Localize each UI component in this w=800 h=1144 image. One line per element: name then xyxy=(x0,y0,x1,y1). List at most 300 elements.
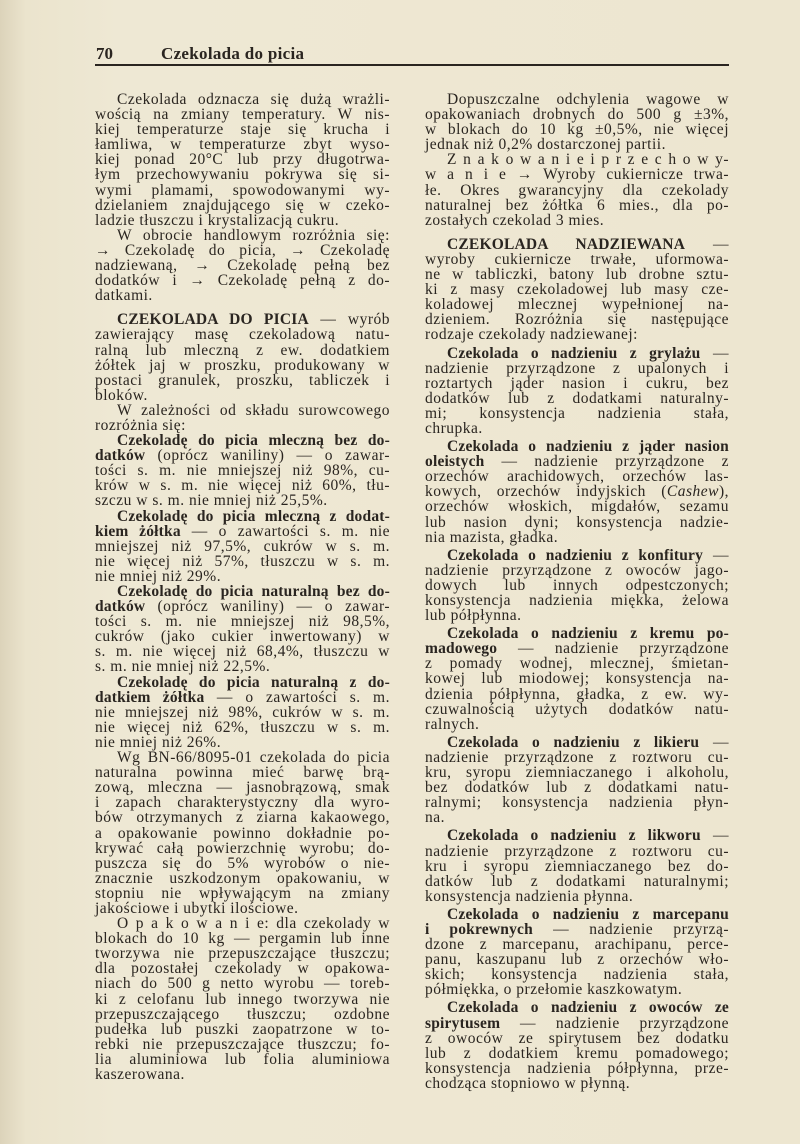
text-run: — nadzienie przyrzą- xyxy=(532,920,729,938)
text-run: — xyxy=(699,733,729,751)
text-line xyxy=(425,765,729,780)
text-run: s. m. nie więcej niż 68,4%, tłuszczu w xyxy=(95,643,390,661)
text-line xyxy=(425,563,729,578)
text-run: datków lub z dodatkami naturalnymi; xyxy=(425,872,729,890)
text-run: Z n a k o w a n i e i p r z e c h o w y- xyxy=(447,151,729,169)
text-run: chrupka. xyxy=(425,419,483,437)
text-line xyxy=(95,584,390,599)
text-run: kru, syropu ziemniaczanego i alkoholu, xyxy=(425,764,729,782)
text-run: Czekolada odznacza się dużą wrażli- xyxy=(117,91,390,108)
text-line xyxy=(95,493,390,508)
text-run: nie więcej niż 62%, tłuszczu w s. m. xyxy=(95,718,390,736)
text-line xyxy=(95,856,390,871)
text-run: w a n i e → Wyroby cukiernicze trwa- xyxy=(425,166,729,184)
text-run: lub półpłynna. xyxy=(425,607,522,625)
text-line xyxy=(425,702,729,717)
text-line xyxy=(425,952,729,967)
text-run: z pomady wodnej, mlecznej, śmietan- xyxy=(425,655,729,673)
text-run: — nadzienie przyrządzone xyxy=(500,1014,729,1032)
text-run: O p a k o w a n i e: dla czekolady w xyxy=(117,915,390,933)
bold-term: kiem żółtka xyxy=(95,522,181,540)
text-run: krów w s. m. nie więcej niż 60%, tłu- xyxy=(95,477,390,495)
text-run: rodzaje czekolady nadziewanej: xyxy=(425,326,638,344)
text-line xyxy=(425,844,729,859)
text-line xyxy=(425,421,729,436)
text-line xyxy=(95,554,390,569)
text-line xyxy=(425,92,729,107)
paragraph xyxy=(95,509,390,584)
text-run: żółtek jaj w proszku, produkowany w xyxy=(95,356,390,374)
text-line xyxy=(425,282,729,297)
text-run: bów otrzymanych z ziarna kakaowego, xyxy=(95,809,390,827)
text-line xyxy=(95,659,390,674)
text-run: konsystencja nadzienia półpłynna, prze- xyxy=(425,1059,729,1077)
text-line xyxy=(95,795,390,810)
text-run: łamliwa, w temperaturze zbyt wyso- xyxy=(95,136,390,154)
header-rule xyxy=(95,64,729,66)
bold-term: Czekoladę do picia naturalną z do- xyxy=(117,673,390,691)
text-run: wymi plamami, spowodowanymi wy- xyxy=(95,181,390,199)
paragraph xyxy=(95,92,390,228)
text-line xyxy=(425,391,729,406)
text-run: — xyxy=(700,344,729,362)
paragraph xyxy=(425,152,729,227)
text-run: krywać całą powierzchnię wyrobu; do- xyxy=(95,839,390,857)
text-run: tości s. m. nie mniejszej niż 98,5%, xyxy=(95,613,390,631)
text-line xyxy=(95,167,390,182)
text-line xyxy=(95,373,390,388)
text-run: lub z dodatkiem kremu pomadowego; xyxy=(425,1044,729,1062)
text-run: naturalnej bez żółtka 6 mies., dla po- xyxy=(425,196,729,214)
text-line xyxy=(95,569,390,584)
text-run: mniejszej niż 97,5%, cukrów w s. m. xyxy=(95,537,390,555)
text-run: kiej ponad 20°C lub przy długotrwa- xyxy=(95,151,390,169)
text-line xyxy=(95,418,390,433)
text-run: puszcza się do 5% wyrobów o nie- xyxy=(95,854,390,872)
text-line xyxy=(425,735,729,750)
text-run: skich; konsystencja nadzienia stała, xyxy=(425,966,729,984)
text-run: postaci granulek, proszku, tabliczek i xyxy=(95,371,390,389)
text-run: czuwalnością użytych dodatków natu- xyxy=(425,700,729,718)
text-line xyxy=(95,273,390,288)
text-line xyxy=(95,1022,390,1037)
text-line xyxy=(425,499,729,514)
text-line xyxy=(425,376,729,391)
text-line xyxy=(95,152,390,167)
text-run: ), xyxy=(718,483,729,501)
text-line xyxy=(95,288,390,303)
text-line xyxy=(95,524,390,539)
text-line xyxy=(95,720,390,735)
text-run: kru i syropu ziemniaczanego bez do- xyxy=(425,857,729,875)
text-line xyxy=(95,946,390,961)
bold-term: Czekolada o nadzieniu z likworu xyxy=(447,827,701,845)
paragraph xyxy=(425,735,729,826)
text-run: roztartych jąder nasion i cukru, bez xyxy=(425,374,729,392)
text-run: — xyxy=(703,546,729,564)
text-line xyxy=(425,213,729,228)
right-column xyxy=(425,92,729,1091)
text-line xyxy=(425,874,729,889)
text-line xyxy=(95,629,390,644)
text-run: → Czekoladę do picia, → Czekoladę xyxy=(95,241,390,259)
text-line xyxy=(425,439,729,454)
text-line xyxy=(95,871,390,886)
text-run: nia mazista, gładka. xyxy=(425,528,559,546)
text-line xyxy=(425,1061,729,1076)
bold-term: Czekolada o nadzieniu z grylażu xyxy=(447,344,701,362)
text-run: ralną lub mleczną z ew. dodatkiem xyxy=(95,341,390,359)
text-run: wyroby cukiernicze trwałe, uformowa- xyxy=(425,250,729,268)
text-line xyxy=(95,433,390,448)
text-run: nadziewaną, → Czekoladę pełną bez xyxy=(95,257,390,275)
text-run: W zależności od składu surowcowego xyxy=(117,401,390,419)
text-run: na. xyxy=(425,809,446,827)
text-run: naturalna powinna mieć barwę brą- xyxy=(95,764,390,782)
text-line xyxy=(425,198,729,213)
paragraph xyxy=(425,439,729,545)
text-line xyxy=(95,358,390,373)
text-line xyxy=(425,297,729,312)
paragraph xyxy=(425,907,729,998)
text-run: zawierający masę czekoladową natu- xyxy=(95,326,390,344)
text-run: W obrocie handlowym rozróżnia się: xyxy=(117,226,390,244)
text-line xyxy=(425,717,729,732)
text-line xyxy=(425,578,729,593)
text-line xyxy=(95,976,390,991)
text-line xyxy=(425,312,729,327)
bold-term: Czekolada o nadzieniu z jąder nasion xyxy=(447,438,729,456)
text-line xyxy=(425,152,729,167)
text-run: dodatków lub z dodatkami naturalny- xyxy=(425,389,729,407)
bold-term: datków xyxy=(95,598,146,616)
text-line xyxy=(425,454,729,469)
text-run: — nadzienie przyrządzone z xyxy=(484,453,729,471)
text-line xyxy=(425,907,729,922)
text-line xyxy=(95,539,390,554)
text-run: lia aluminiowa lub folia aluminiowa xyxy=(95,1050,390,1068)
paragraph xyxy=(95,433,390,508)
text-line xyxy=(95,961,390,976)
text-line xyxy=(425,656,729,671)
bold-term: Czekoladę do picia mleczną z dodat- xyxy=(117,507,390,525)
text-run: znacznie uszkodzonym opakowaniu, w xyxy=(95,869,390,887)
text-line xyxy=(95,213,390,228)
text-run: nie mniejszej niż 98%, cukrów w s. m. xyxy=(95,703,390,721)
text-line xyxy=(425,922,729,937)
text-line xyxy=(95,780,390,795)
text-line xyxy=(95,690,390,705)
text-line xyxy=(95,92,390,107)
text-run: kowych, orzechów indyjskich ( xyxy=(425,483,667,501)
section xyxy=(425,237,729,1091)
text-run: cukrów (jako cukier inwertowany) w xyxy=(95,628,390,646)
text-line xyxy=(95,750,390,765)
text-run: opakowaniach drobnych do 500 g ±3%, xyxy=(425,106,729,124)
paragraph xyxy=(425,1000,729,1091)
text-run: zową, mleczna — jasnobrązową, smak xyxy=(95,779,390,797)
text-line xyxy=(425,267,729,282)
text-line xyxy=(425,828,729,843)
text-run: datkami. xyxy=(95,287,153,305)
text-run: jakościowe i ubytki ilościowe. xyxy=(95,899,299,917)
text-run: — xyxy=(700,827,729,845)
text-run: ralnych. xyxy=(425,715,480,733)
text-run: łe. Okres gwarancyjny dla czekolady xyxy=(425,181,729,199)
text-run: — wyrób xyxy=(308,311,390,329)
text-run: lub nasion dyni; konsystencja nadzie- xyxy=(425,513,729,531)
text-line xyxy=(425,795,729,810)
italic-term: Cashew xyxy=(666,483,719,501)
text-line xyxy=(95,243,390,258)
text-line xyxy=(95,183,390,198)
text-run: zostałych czekolad 3 mies. xyxy=(425,211,605,229)
text-line xyxy=(95,463,390,478)
bold-term: Czekolada o nadzieniu z owoców ze xyxy=(447,999,729,1017)
text-line xyxy=(95,705,390,720)
text-line xyxy=(425,361,729,376)
text-line xyxy=(425,1016,729,1031)
text-line xyxy=(95,644,390,659)
bold-term: i pokrewnych xyxy=(425,920,533,938)
text-run: blokach do 10 kg — pergamin lub inne xyxy=(95,930,390,948)
text-run: dzienia półpłynna, gładka, z ew. wy- xyxy=(425,685,729,703)
text-run: półmiękka, o przełomie kaszkowatym. xyxy=(425,981,683,999)
text-run: w blokach do 10 kg ±0,5%, nie więcej xyxy=(425,121,729,139)
bold-term: Czekoladę do picia mleczną bez do- xyxy=(117,432,390,450)
text-line xyxy=(425,1046,729,1061)
text-line xyxy=(425,484,729,499)
text-line xyxy=(95,901,390,916)
text-run: z owoców ze spirytusem bez dodatku xyxy=(425,1029,729,1047)
text-line xyxy=(425,593,729,608)
paragraph xyxy=(425,92,729,152)
bold-term: Czekolada o nadzieniu z marcepanu xyxy=(447,905,729,923)
section xyxy=(95,92,390,303)
text-run: tworzywa nie przepuszczające tłuszczu; xyxy=(95,945,390,963)
bold-term: Czekolada o nadzieniu z kremu po- xyxy=(447,625,729,643)
paragraph xyxy=(95,228,390,303)
text-run: wością na zmiany temperatury. W nis- xyxy=(95,106,390,124)
text-line xyxy=(425,671,729,686)
text-run: dowych lub innych odpestczonych; xyxy=(425,576,729,594)
text-line xyxy=(425,626,729,641)
text-run: — nadzienie przyrządzone xyxy=(497,640,729,658)
text-line xyxy=(425,1000,729,1015)
text-line xyxy=(95,886,390,901)
bold-term: CZEKOLADA DO PICIA xyxy=(117,311,309,329)
paragraph xyxy=(95,403,390,433)
text-run: panu, kaszupanu lub z orzechów wło- xyxy=(425,951,729,969)
running-title: Czekolada do picia xyxy=(161,44,305,63)
page-number: 70 xyxy=(96,44,113,63)
bold-term: datków xyxy=(95,447,146,465)
text-line xyxy=(95,931,390,946)
text-line xyxy=(95,258,390,273)
text-run: a opakowanie powinno dokładnie po- xyxy=(95,824,390,842)
text-line xyxy=(95,841,390,856)
bold-term: spirytusem xyxy=(425,1014,501,1032)
paragraph xyxy=(95,750,390,916)
text-run: bloków. xyxy=(95,386,148,404)
text-line xyxy=(95,916,390,931)
text-line xyxy=(95,1037,390,1052)
text-run: (oprócz waniliny) — o zawar- xyxy=(145,598,390,616)
text-run: chodząca stopniowo w płynną. xyxy=(425,1074,631,1092)
text-line xyxy=(425,530,729,545)
text-run: — o zawartości s. m. xyxy=(204,688,390,706)
text-run: dzone z marcepanu, arachipanu, perce- xyxy=(425,936,729,954)
text-line xyxy=(95,388,390,403)
text-run: orzechów włoskich, migdałów, sezamu xyxy=(425,498,729,516)
text-line xyxy=(95,107,390,122)
text-line xyxy=(95,1067,390,1082)
text-run: jednak niż 0,2% dostarczonej partii. xyxy=(425,136,666,154)
text-run: i zapach charakterystyczny dla wyro- xyxy=(95,794,390,812)
text-run: bez dodatków lub z dodatkami natu- xyxy=(425,779,729,797)
bold-term: Czekoladę do picia naturalną bez do- xyxy=(117,583,390,600)
text-line xyxy=(425,406,729,421)
text-line xyxy=(95,614,390,629)
text-line xyxy=(95,599,390,614)
text-run: dzielaniem znajdującego się w czeko- xyxy=(95,196,390,214)
bold-term: madowego xyxy=(425,640,498,658)
text-line xyxy=(95,810,390,825)
text-run: kiej temperaturze staje się krucha i xyxy=(95,121,390,139)
paragraph xyxy=(95,675,390,750)
text-line xyxy=(95,198,390,213)
text-run: nadzienie przyrządzone z upalonych i xyxy=(425,359,729,377)
text-line xyxy=(425,937,729,952)
text-line xyxy=(95,448,390,463)
text-run: konsystencja nadzienia płynna. xyxy=(425,887,634,905)
text-line xyxy=(95,403,390,418)
text-line xyxy=(425,780,729,795)
text-run: Dopuszczalne odchylenia wagowe w xyxy=(447,91,729,108)
text-run: pudełka lub puszki zaopatrzone w to- xyxy=(95,1020,390,1038)
text-run: dodatków i → Czekoladę pełną z do- xyxy=(95,272,390,290)
text-run: ne w tabliczki, batony lub drobne sztu- xyxy=(425,266,729,284)
text-run: konsystencja nadzienia miękka, żelowa xyxy=(425,592,729,609)
text-run: niach do 500 g netto wyrobu — toreb- xyxy=(95,975,390,993)
text-run: nadzienie przyrządzone z roztworu cu- xyxy=(425,748,729,766)
text-line xyxy=(95,122,390,137)
text-run: ralnymi; konsystencja nadzienia płyn- xyxy=(425,794,729,812)
paragraph xyxy=(425,237,729,343)
text-line xyxy=(95,137,390,152)
section xyxy=(95,312,390,1082)
text-line xyxy=(425,687,729,702)
text-line xyxy=(425,548,729,563)
text-run: — o zawartości s. m. nie xyxy=(180,522,391,540)
text-line xyxy=(95,509,390,524)
text-run: stopniu nie wpływającym na zmiany xyxy=(95,884,390,902)
text-line xyxy=(95,992,390,1007)
text-run: ladzie tłuszczu i krystalizacją cukru. xyxy=(95,211,340,229)
text-run: nadzienie przyrządzone z owoców jago- xyxy=(425,561,729,579)
text-run: nie mniej niż 26%. xyxy=(95,733,222,751)
text-run: — xyxy=(685,235,730,253)
text-line xyxy=(425,252,729,267)
text-line xyxy=(425,167,729,182)
text-line xyxy=(425,810,729,825)
text-line xyxy=(425,608,729,623)
text-line xyxy=(95,312,390,327)
text-line xyxy=(95,228,390,243)
text-line xyxy=(95,735,390,750)
text-line xyxy=(95,343,390,358)
text-line xyxy=(425,183,729,198)
paragraph xyxy=(95,312,390,403)
text-line xyxy=(95,1007,390,1022)
text-line xyxy=(425,982,729,997)
text-line xyxy=(425,515,729,530)
section xyxy=(425,92,729,228)
text-line xyxy=(425,750,729,765)
text-line xyxy=(95,765,390,780)
text-line xyxy=(95,478,390,493)
text-line xyxy=(425,327,729,342)
text-run: rebki nie przepuszczające tłuszczu; fo- xyxy=(95,1035,390,1053)
text-run: (oprócz waniliny) — o zawar- xyxy=(145,447,390,465)
text-run: łym przechowywaniu pokrywa się si- xyxy=(95,166,390,184)
text-run: szczu w s. m. nie mniej niż 25,5%. xyxy=(95,492,328,510)
text-line xyxy=(95,675,390,690)
paragraph xyxy=(95,584,390,675)
text-run: orzechów arachidowych, orzechów las- xyxy=(425,468,729,486)
text-line xyxy=(425,346,729,361)
text-run: dzieniem. Rozróżnia się następujące xyxy=(425,311,729,329)
text-line xyxy=(425,107,729,122)
text-line xyxy=(425,137,729,152)
text-run: nie więcej niż 57%, tłuszczu w s. m. xyxy=(95,552,390,570)
text-run: ki z masy czekoladowej lub masy cze- xyxy=(425,281,729,299)
text-run: kowej lub miodowej; konsystencja na- xyxy=(425,670,729,688)
bold-term: CZEKOLADA NADZIEWANA xyxy=(447,235,686,253)
paragraph xyxy=(425,548,729,623)
text-line xyxy=(425,122,729,137)
text-run: koladowej mlecznej wypełnionej na- xyxy=(425,296,729,314)
text-line xyxy=(425,1076,729,1091)
text-line xyxy=(95,327,390,342)
text-line xyxy=(425,889,729,904)
text-run: rozróżnia się: xyxy=(95,416,186,434)
text-line xyxy=(425,967,729,982)
paragraph xyxy=(425,346,729,437)
text-run: dla pozostałej czekolady w opakowa- xyxy=(95,960,390,978)
bold-term: oleistych xyxy=(425,453,485,471)
text-line xyxy=(425,641,729,656)
text-run: mi; konsystencja nadzienia stała, xyxy=(425,404,729,422)
text-line xyxy=(425,469,729,484)
text-line xyxy=(425,237,729,252)
text-run: tości s. m. nie mniejszej niż 98%, cu- xyxy=(95,462,390,480)
text-run: kaszerowana. xyxy=(95,1066,185,1083)
text-run: Wg BN-66/8095-01 czekolada do picia xyxy=(117,749,390,767)
text-line xyxy=(425,859,729,874)
text-run: nie mniej niż 29%. xyxy=(95,567,222,585)
text-run: nadzienie przyrządzone z roztworu cu- xyxy=(425,842,729,860)
left-column xyxy=(95,92,390,1082)
text-line xyxy=(95,826,390,841)
text-run: ki z celofanu lub innego tworzywa nie xyxy=(95,990,390,1008)
text-line xyxy=(425,1031,729,1046)
text-run: przepuszczającego tłuszczu; ozdobne xyxy=(95,1005,390,1023)
bold-term: Czekolada o nadzieniu z likieru xyxy=(447,733,700,751)
bold-term: Czekolada o nadzieniu z konfitury xyxy=(447,546,704,564)
paragraph xyxy=(425,626,729,732)
paragraph xyxy=(425,828,729,903)
